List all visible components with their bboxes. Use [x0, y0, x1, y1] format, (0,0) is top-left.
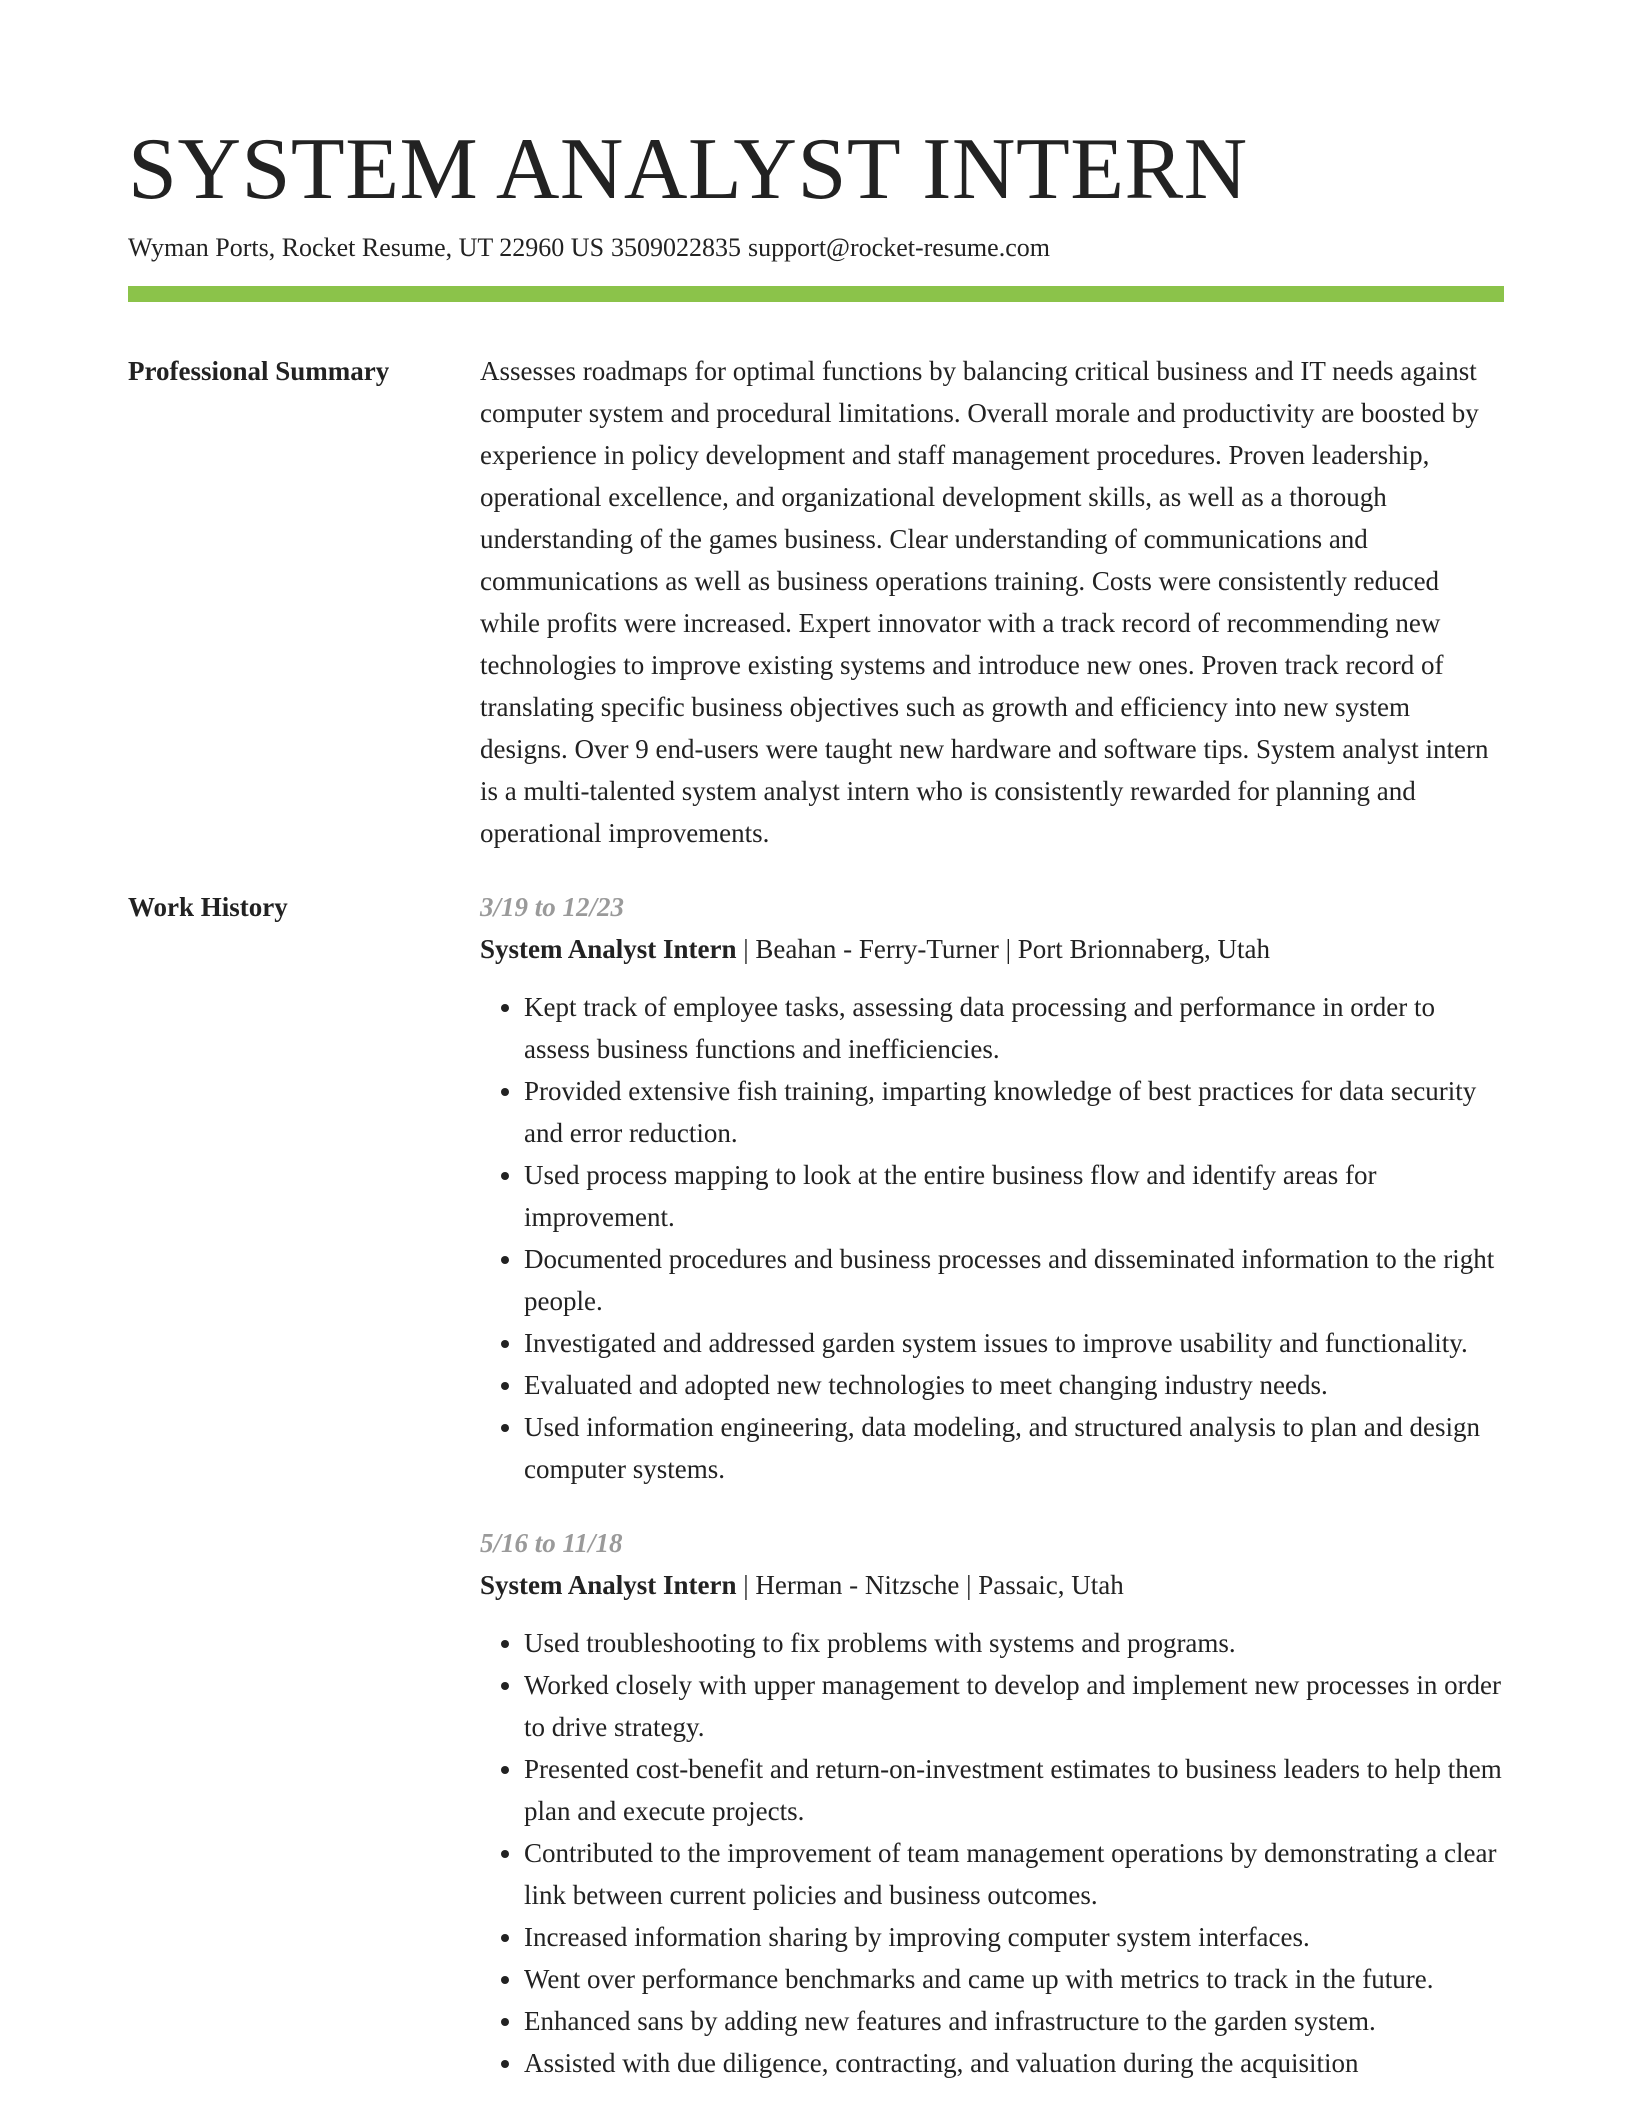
summary-body [480, 350, 1504, 854]
job-bullet: • Used process mapping to look at the entire business flow and identify areas for improvement. [524, 1154, 1504, 1238]
contact-address: Wyman Ports, Rocket Resume, UT 22960 US [128, 233, 605, 262]
candidate-name: SYSTEM ANALYST INTERN [128, 121, 1248, 218]
job-heading [480, 1564, 1504, 1606]
job-bullet: • Used troubleshooting to fix problems with systems and programs. [524, 1622, 1504, 1664]
contact-email: support@rocket-resume.com [748, 233, 1050, 262]
job-entry [480, 1522, 1504, 2084]
job-bullet: • Assisted with due diligence, contracting, and valuation during the acquisition [524, 2042, 1504, 2084]
job-bullet: • Presented cost-benefit and return-on-investment estimates to business leaders to help them plan and execute projects. [524, 1748, 1504, 1832]
job-dates: 5/16 to 11/18 [480, 1528, 623, 1558]
job-bullet: • Kept track of employee tasks, assessing data processing and performance in order to assess business functions and inefficiencies. [524, 986, 1504, 1070]
summary-text: Assesses roadmaps for optimal functions by balancing critical business and IT needs against computer system and procedural limitations. Overall morale and productivity are boosted by experience in policy development and staff management procedures. Proven leadership, operational excellence, and organizational development skills, as well as a thorough understanding of the games business. Clear understanding of communications and communications as well as business operations training. Costs were consistently reduced while profits were increased. Expert innovator with a track record of recommending new technologies to improve existing systems and introduce new ones. Proven track record of translating specific business objectives such as growth and efficiency into new system designs. Over 9 end-users were taught new hardware and software tips. System analyst intern is a multi-talented system analyst intern who is consistently rewarded for planning and operational improvements. [480, 356, 1489, 848]
work-history-body [480, 886, 1504, 2116]
job-bullet: • Used information engineering, data modeling, and structured analysis to plan and design computer systems. [524, 1406, 1504, 1490]
job-title: System Analyst Intern [480, 1570, 737, 1600]
job-title: System Analyst Intern [480, 934, 737, 964]
job-entry [480, 886, 1504, 1490]
section-title-summary: Professional Summary [128, 356, 390, 386]
resume-content [128, 350, 1504, 2116]
job-bullet: • Enhanced sans by adding new features and infrastructure to the garden system. [524, 2000, 1504, 2042]
job-company-location: | Herman - Nitzsche | Passaic, Utah [736, 1570, 1124, 1600]
job-bullet: • Worked closely with upper management to develop and implement new processes in order to drive strategy. [524, 1664, 1504, 1748]
job-bullet-list [480, 1622, 1504, 2084]
work-history-section [128, 886, 1504, 2116]
job-bullet: • Increased information sharing by improving computer system interfaces. [524, 1916, 1504, 1958]
section-title-work-history: Work History [128, 892, 288, 922]
job-bullet: • Went over performance benchmarks and came up with metrics to track in the future. [524, 1958, 1504, 2000]
header-divider [128, 286, 1504, 302]
job-bullet: • Documented procedures and business processes and disseminated information to the right people. [524, 1238, 1504, 1322]
job-bullet: • Provided extensive fish training, imparting knowledge of best practices for data security and error reduction. [524, 1070, 1504, 1154]
job-company-location: | Beahan - Ferry-Turner | Port Brionnaberg, Utah [736, 934, 1270, 964]
contact-phone: 3509022835 [611, 233, 742, 262]
job-bullet-list [480, 986, 1504, 1490]
job-dates: 3/19 to 12/23 [480, 892, 625, 922]
job-bullet: • Evaluated and adopted new technologies to meet changing industry needs. [524, 1364, 1504, 1406]
professional-summary-section [128, 350, 1504, 854]
job-bullet: • Contributed to the improvement of team management operations by demonstrating a clear link between current policies and business outcomes. [524, 1832, 1504, 1916]
job-bullet: • Investigated and addressed garden system issues to improve usability and functionality. [524, 1322, 1504, 1364]
job-heading [480, 928, 1504, 970]
contact-line [128, 230, 1050, 266]
